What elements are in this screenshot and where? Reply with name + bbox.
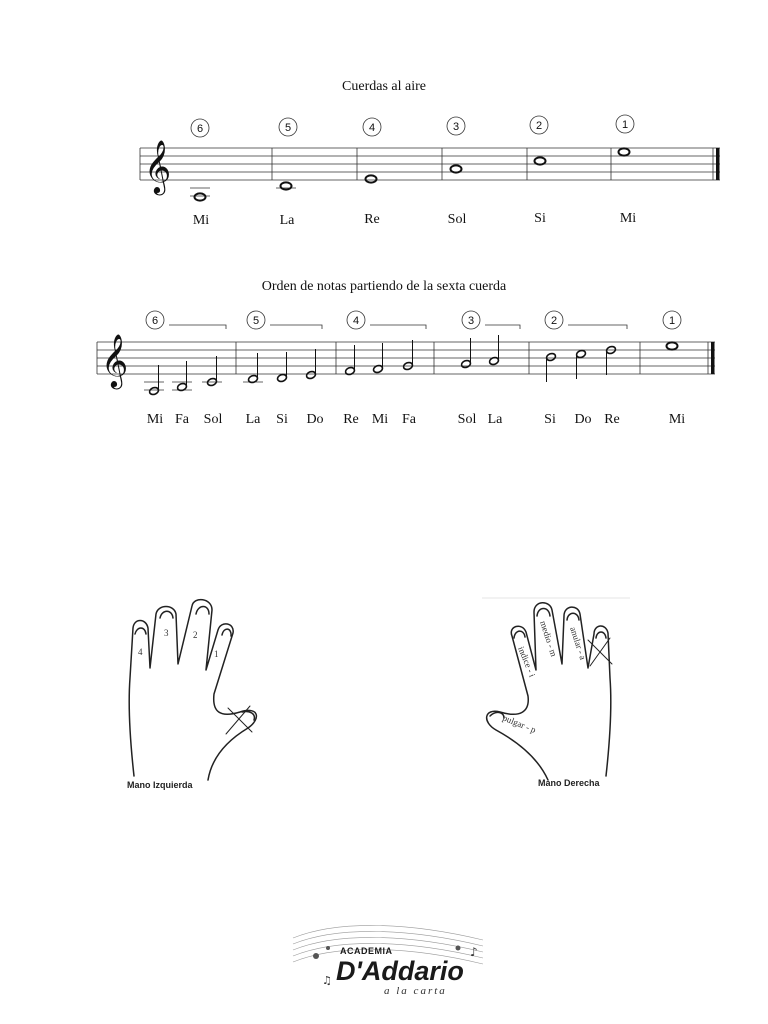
finger-number: 3 (164, 628, 169, 638)
string-number: 2 (535, 120, 543, 132)
note-name: Sol (457, 412, 477, 427)
string-number: 6 (151, 315, 159, 327)
note-half (461, 359, 472, 368)
note-name: La (279, 213, 295, 228)
hands-diagram (0, 590, 768, 800)
note-name: Si (544, 412, 556, 427)
string-number: 2 (550, 315, 558, 327)
right-hand-label: Mano Derecha (538, 778, 600, 788)
note-whole (451, 165, 462, 172)
string-number: 1 (621, 119, 629, 131)
music-note-icon: ♪ (470, 945, 478, 959)
finger-name: pulgar - p (501, 712, 538, 735)
note-name: Sol (203, 412, 223, 427)
staff-open-strings (0, 110, 768, 240)
note-name: Re (604, 412, 620, 427)
string-number: 6 (196, 123, 204, 135)
logo-academia-text: ACADEMIA (340, 946, 393, 956)
finger-name: anular - a (568, 625, 589, 661)
note-name: Sol (447, 212, 467, 227)
academia-daddario-logo (288, 918, 488, 998)
finger-number: 4 (138, 647, 143, 657)
note-half (576, 349, 587, 358)
finger-number: 2 (193, 630, 198, 640)
note-name: La (245, 412, 261, 427)
logo-sub-text: a la carta (384, 985, 447, 997)
finger-name: medio - m (538, 619, 560, 658)
string-number: 4 (352, 315, 360, 327)
string-number: 1 (668, 315, 676, 327)
note-name: Re (364, 212, 380, 227)
string-number: 3 (467, 315, 475, 327)
string-number: 3 (452, 121, 460, 133)
finger-name: indice - i (516, 645, 538, 679)
note-whole (281, 182, 292, 189)
finger-number: 1 (214, 649, 219, 659)
note-name: La (487, 412, 503, 427)
left-hand-icon (129, 600, 256, 780)
note-name: Do (574, 412, 592, 427)
note-name: Mi (619, 211, 637, 226)
note-whole (535, 157, 546, 164)
note-name: Do (306, 412, 324, 427)
string-number: 4 (368, 122, 376, 134)
note-whole (619, 148, 630, 155)
note-half (277, 373, 288, 382)
section-title-open-strings: Cuerdas al aire (342, 79, 426, 94)
section-title-note-order: Orden de notas partiendo de la sexta cuerda (261, 279, 507, 294)
string-number: 5 (284, 122, 292, 134)
note-whole (667, 342, 678, 349)
note-name: Re (343, 412, 359, 427)
left-hand-label: Mano Izquierda (127, 780, 193, 790)
note-name: Fa (175, 412, 189, 427)
treble-clef-icon: 𝄞 (101, 333, 129, 387)
note-half (306, 370, 317, 379)
note-name: Mi (668, 412, 686, 427)
note-whole (195, 193, 206, 200)
note-name: Si (276, 412, 288, 427)
note-name: Fa (402, 412, 416, 427)
treble-clef-icon: 𝄞 (144, 139, 172, 193)
note-half (546, 352, 557, 361)
note-name: Si (534, 211, 546, 226)
string-number: 5 (252, 315, 260, 327)
note-name: Mi (192, 213, 210, 228)
staff-note-order (0, 305, 768, 435)
note-name: Mi (371, 412, 389, 427)
note-half (149, 386, 160, 395)
music-note-icon: ♫ (322, 974, 332, 987)
logo-brand-text: D'Addario (336, 956, 464, 986)
note-name: Mi (146, 412, 164, 427)
note-whole (366, 175, 377, 182)
